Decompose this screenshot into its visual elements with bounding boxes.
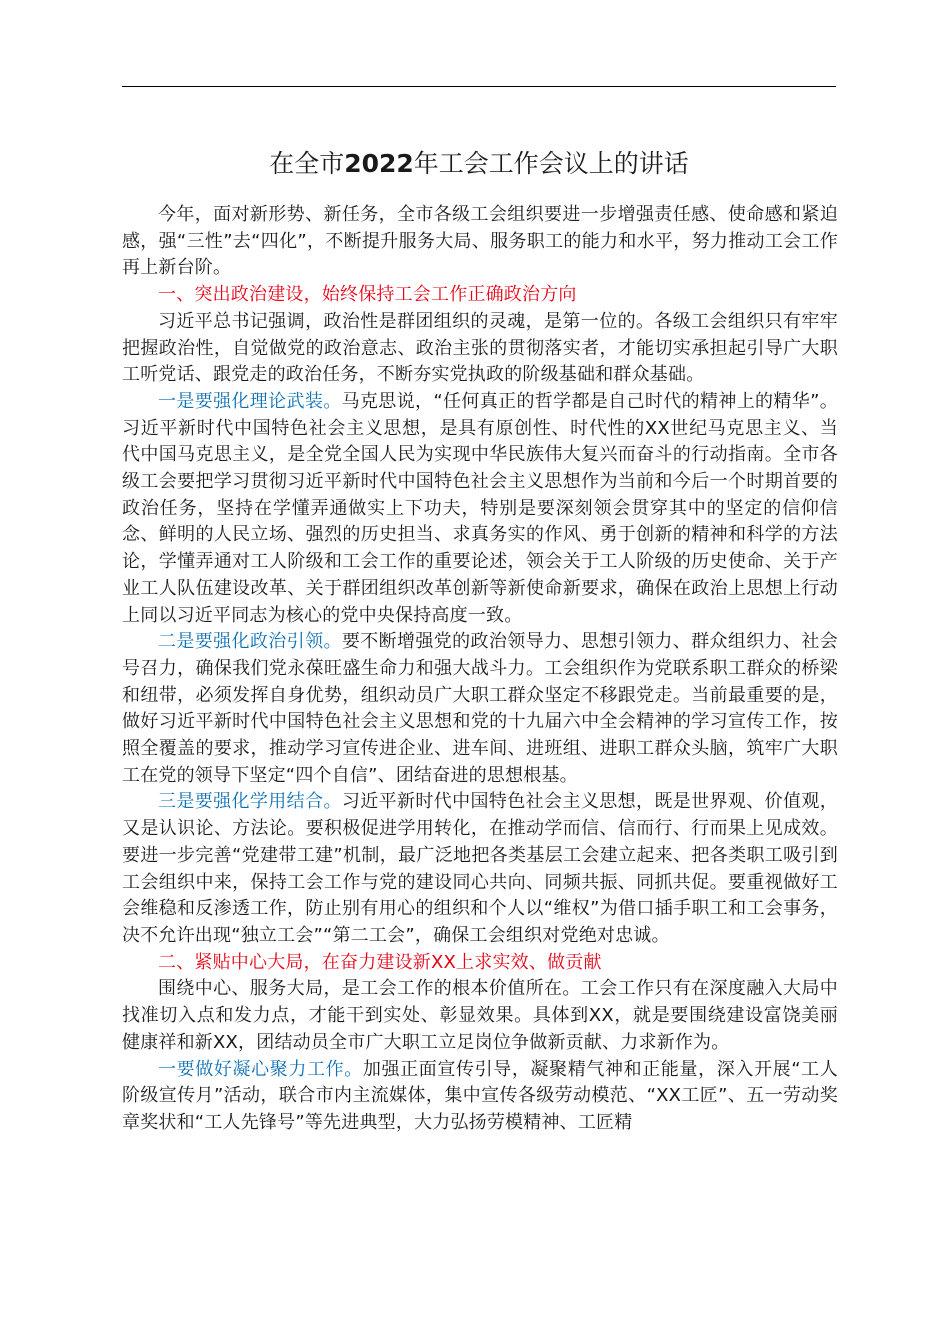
section-2-intro: 围绕中心、服务大局，是工会工作的根本价值所在。工会工作只有在深度融入大局中找准切入点和发力点，才能干到实处、彰显效果。具体到XX，就是要围绕建设富饶美丽健康祥和新XX，团结动员全市广大职工立足岗位争做新贡献、力求新作为。 [122, 978, 838, 1053]
header-rule [122, 86, 836, 87]
point-text: 加强正面宣传引导，凝聚精气神和正能量，深入开展“工人阶级宣传月”活动，联合市内主流媒体，集中宣传各级劳动模范、“XX工匠”、五一劳动奖章奖状和“工人先锋号”等先进典型，大力弘扬劳模精神、工匠精 [122, 1058, 838, 1133]
section-1-intro: 习近平总书记强调，政治性是群团组织的灵魂，是第一位的。各级工会组织只有牢牢把握政治性，自觉做党的政治意志、政治主张的贯彻落实者，才能切实承担起引导广大职工听党话、跟党走的政治任务，不断夯实党执政的阶级基础和群众基础。 [122, 310, 838, 386]
point-text: 要不断增强党的政治领导力、思想引领力、群众组织力、社会号召力，确保我们党永葆旺盛生命力和强大战斗力。工会组织作为党联系职工群众的桥梁和纽带，必须发挥自身优势，组织动员广大职工群众坚定不移跟党走。当前最重要的是，做好习近平新时代中国特色社会主义思想和党的十九届六中全会精神的学习宣传工作，按照全覆盖的要求，推动学习宣传进企业、进车间、进班组、进职工群众头脑，筑牢广大职工在党的领导下坚定“四个自信”、团结奋进的思想根基。 [122, 631, 839, 786]
document-body [122, 202, 838, 1137]
point-text: 马克思说，“任何真正的哲学都是自己时代的精神上的精华”。习近平新时代中国特色社会主义思想，是具有原创性、时代性的XX世纪马克思主义、当代中国马克思主义，是全党全国人民为实现中华民族伟大复兴而奋斗的行动指南。全市各级工会要把学习贯彻习近平新时代中国特色社会主义思想作为当前和今后一个时期首要的政治任务，坚持在学懂弄通做实上下功夫，特别是要深刻领会贯穿其中的坚定的信仰信念、鲜明的人民立场、强烈的历史担当、求真务实的作风、勇于创新的精神和科学的方法论，学懂弄通对工人阶级和工会工作的重要论述，领会关于工人阶级的历史使命、关于产业工人队伍建设改革、关于群团组织改革创新等新使命新要求，确保在政治上思想上行动上同以习近平同志为核心的党中央保持高度一致。 [122, 390, 839, 626]
point-text: 习近平新时代中国特色社会主义思想，既是世界观、价值观，又是认识论、方法论。要积极促进学用转化，在推动学而信、信而行、行而果上见成效。要进一步完善“党建带工建”机制，最广泛地把各类基层工会建立起来、把各类职工吸引到工会组织中来，保持工会工作与党的建设同心共向、同频共振、同抓共促。要重视做好工会维稳和反渗透工作，防止别有用心的组织和个人以“维权”为借口插手职工和工会事务，决不允许出现“独立工会”“第二工会”，确保工会组织对党绝对忠诚。 [122, 791, 839, 946]
point-lead: 二是要强化政治引领。 [158, 631, 342, 653]
section-2-heading: 二、紧贴中心大局，在奋力建设新XX上求实效、做贡献 [158, 951, 602, 973]
section-2-point-1 [122, 1057, 838, 1137]
section-1-heading: 一、突出政治建设，始终保持工会工作正确政治方向 [158, 284, 577, 306]
point-lead: 一是要强化理论武装。 [158, 390, 342, 412]
title-year: 2022 [344, 149, 414, 178]
section-1-point-2 [122, 629, 838, 789]
point-lead: 一要做好凝心聚力工作。 [158, 1058, 363, 1080]
section-1-point-1 [122, 389, 838, 629]
point-lead: 三是要强化学用结合。 [158, 791, 342, 813]
section-1-point-3 [122, 789, 838, 949]
page-title [122, 146, 836, 182]
title-suffix: 年工会工作会议上的讲话 [413, 149, 689, 178]
intro-paragraph: 今年，面对新形势、新任务，全市各级工会组织要进一步增强责任感、使命感和紧迫感，强“三性”去“四化”，不断提升服务大局、服务职工的能力和水平，努力推动工会工作再上新台阶。 [122, 204, 838, 279]
title-prefix: 在全市 [269, 149, 345, 178]
